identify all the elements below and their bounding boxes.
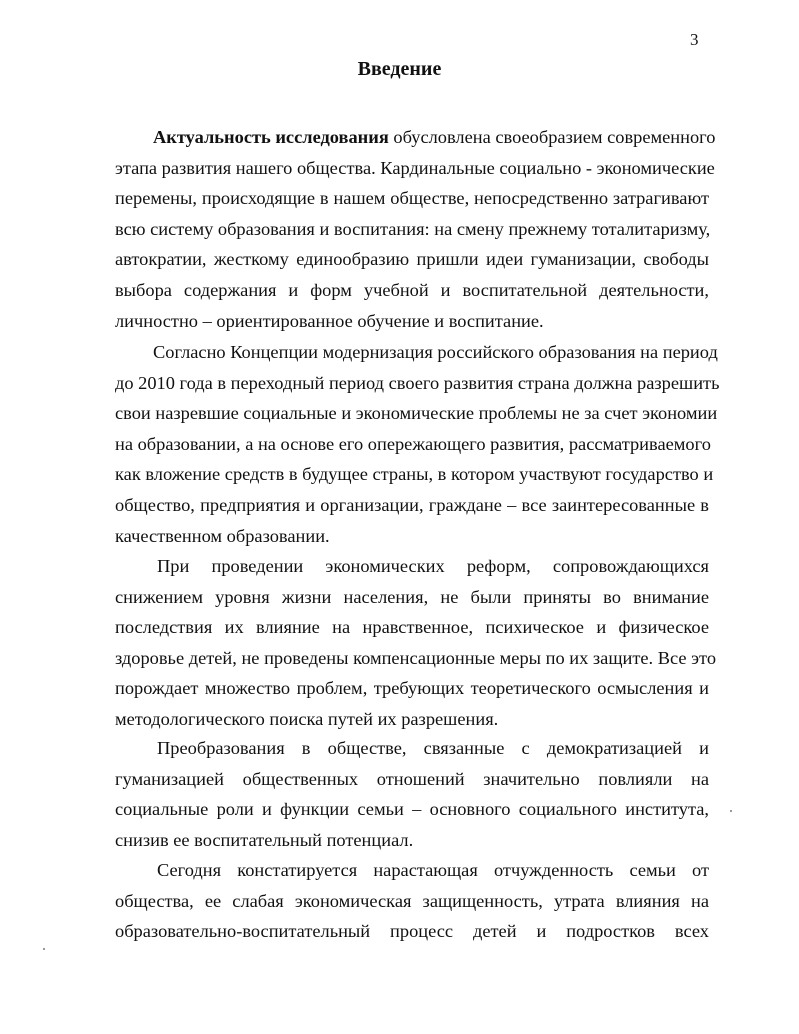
line-rest: обусловлена своеобразием современного	[388, 127, 716, 147]
text-line: снижением уровня жизни населения, не были приняты во внимание	[115, 586, 709, 607]
text-line: этапа развития нашего общества. Кардинальные социально - экономические	[115, 157, 715, 178]
text-line: качественном образовании.	[115, 525, 330, 546]
text-line: Сегодня констатируется нарастающая отчужденность семьи от	[157, 860, 709, 880]
text-line	[115, 122, 716, 153]
text-line: как вложение средств в будущее страны, в котором участвуют государство и	[115, 464, 714, 485]
text-line: свои назревшие социальные и экономические проблемы не за счет экономии	[115, 403, 718, 424]
text-line: социальные роли и функции семьи – основного социального института,	[115, 799, 709, 820]
text-line: образовательно-воспитательный процесс детей и подростков всех	[115, 921, 709, 942]
text-line: последствия их влияние на нравственное, психическое и физическое	[115, 617, 709, 638]
page-title: Введение	[357, 58, 442, 80]
text-line: всю систему образования и воспитания: на смену прежнему тоталитаризму,	[115, 218, 711, 239]
text-line: методологического поиска путей их разрешения.	[115, 708, 499, 729]
bold-lead: Актуальность исследования	[153, 127, 389, 147]
page-number: 3	[690, 30, 699, 49]
text-line: автократии, жесткому единообразию пришли идеи гуманизации, свободы	[115, 249, 709, 270]
text-line: гуманизацией общественных отношений значительно повлияли на	[115, 768, 709, 789]
text-line: порождает множество проблем, требующих теоретического осмысления и	[115, 678, 709, 699]
text-line: общество, предприятия и организации, граждане – все заинтересованные в	[115, 494, 709, 515]
paragraph-reforms	[115, 551, 717, 735]
scan-speck	[43, 948, 45, 950]
paragraph-relevance	[115, 122, 716, 336]
scan-speck	[730, 810, 732, 812]
paragraph-today	[115, 855, 709, 947]
text-line: здоровье детей, не проведены компенсационные меры по их защите. Все это	[115, 647, 717, 668]
paragraph-transformations	[115, 733, 709, 855]
text-line: до 2010 года в переходный период своего развития страна должна разрешить	[115, 372, 720, 393]
text-line: Согласно Концепции модернизация российского образования на период	[153, 342, 718, 362]
text-line: перемены, происходящие в нашем обществе, непосредственно затрагивают	[115, 188, 709, 209]
text-line: выбора содержания и форм учебной и воспитательной деятельности,	[115, 279, 709, 300]
text-line: общества, ее слабая экономическая защищенность, утрата влияния на	[115, 890, 709, 911]
text-line: Преобразования в обществе, связанные с демократизацией и	[157, 738, 709, 758]
paragraph-concept	[115, 337, 720, 551]
text-line: При проведении экономических реформ, сопровождающихся	[157, 556, 709, 576]
text-line: снизив ее воспитательный потенциал.	[115, 829, 414, 850]
text-line: личностно – ориентированное обучение и воспитание.	[115, 310, 544, 331]
text-line: на образовании, а на основе его опережающего развития, рассматриваемого	[115, 433, 711, 454]
